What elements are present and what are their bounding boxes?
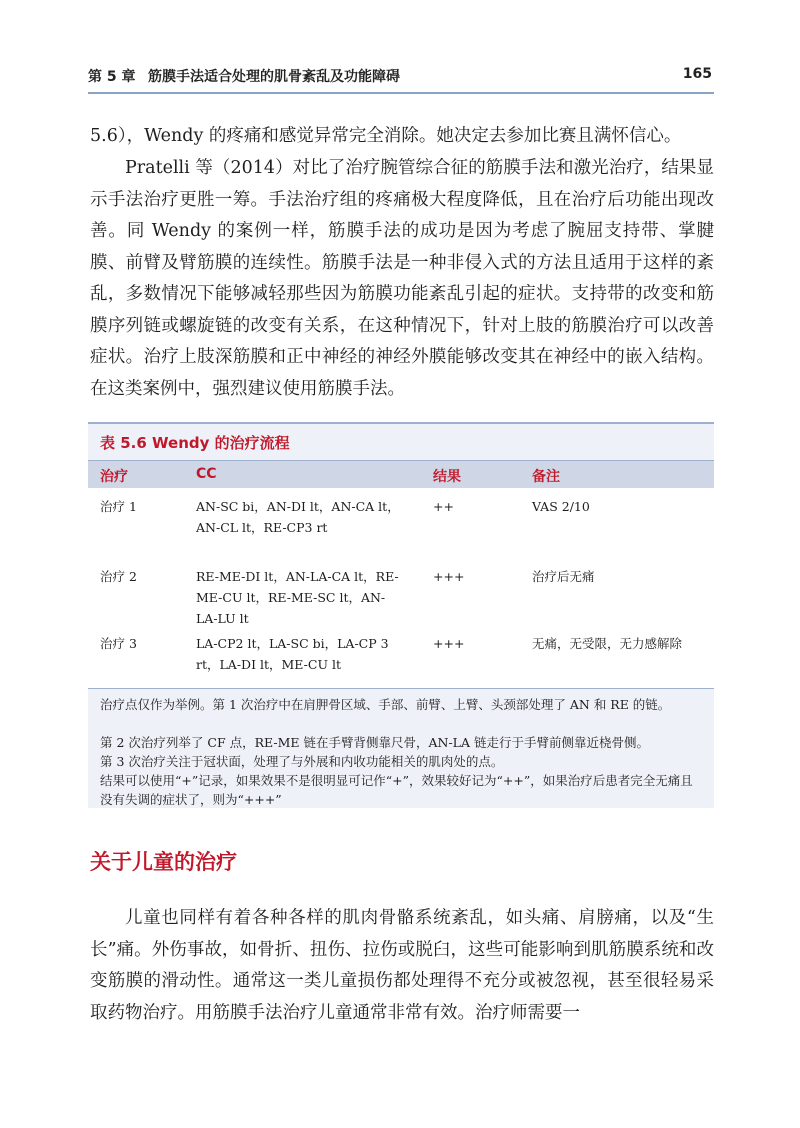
cell-result: +++: [433, 636, 465, 651]
header-treatment: 治疗: [100, 469, 128, 485]
cell-cc: RE-ME-DI lt，AN-LA-CA lt，RE-ME-CU lt，RE-ME-SC lt，AN-LA-LU lt: [196, 569, 399, 626]
chapter-title: 筋膜手法适合处理的肌骨紊乱及功能障碍: [148, 69, 400, 85]
section-heading: 关于儿童的治疗: [90, 850, 237, 874]
header-result: 结果: [433, 469, 461, 485]
cell-result: ++: [433, 499, 454, 514]
table-note: 结果可以使用“+”记录，如果效果不是很明显可记作“+”，效果较好记为“++”，如果治疗后患者完全无痛且没有失调的症状了，则为“+++”: [100, 773, 693, 807]
table-notes: [88, 688, 714, 809]
table-note: 治疗点仅作为举例。第 1 次治疗中在肩胛骨区域、手部、前臂、上臂、头颈部处理了 AN 和 RE 的链。: [100, 697, 671, 712]
cell-note: 治疗后无痛: [532, 569, 595, 584]
table-note: 第 2 次治疗列举了 CF 点，RE-ME 链在手臂背侧靠尺骨，AN-LA 链走行于手臂前侧靠近桡骨侧。: [100, 735, 649, 750]
table-title: 表 5.6 Wendy 的治疗流程: [100, 434, 290, 452]
header-note: 备注: [532, 469, 560, 485]
table-header-row: [88, 460, 714, 490]
cell-treatment: 治疗 2: [100, 569, 137, 584]
paragraph-1: 5.6），Wendy 的疼痛和感觉异常完全消除。她决定去参加比赛且满怀信心。: [90, 126, 682, 146]
table-body: [88, 488, 714, 688]
cell-cc: LA-CP2 lt，LA-SC bi，LA-CP 3 rt，LA-DI lt，ME-CU lt: [196, 636, 389, 672]
cell-result: +++: [433, 569, 465, 584]
cell-cc: AN-SC bi，AN-DI lt，AN-CA lt，AN-CL lt，RE-CP3 rt: [196, 499, 400, 535]
cell-treatment: 治疗 3: [100, 636, 137, 651]
table-note: 第 3 次治疗关注于冠状面，处理了与外展和内收功能相关的肌肉处的点。: [100, 754, 504, 769]
cell-note: VAS 2/10: [532, 499, 590, 514]
paragraph-2: Pratelli 等（2014）对比了治疗腕管综合征的筋膜手法和激光治疗，结果显示手法治疗更胜一筹。手法治疗组的疼痛极大程度降低，且在治疗后功能出现改善。同 Wendy 的案例一样，筋膜手法的成功是因为考虑了腕屈支持带、掌腱膜、前臂及臂筋膜的连续性。筋膜手法是一种非侵入式的方法且适用于这样的紊乱，多数情况下能够减轻那些因为筋膜功能紊乱引起的症状。支持带的改变和筋膜序列链或螺旋链的改变有关系，在这种情况下，针对上肢的筋膜治疗可以改善症状。治疗上肢深筋膜和正中神经的神经外膜能够改变其在神经中的嵌入结构。在这类案例中，强烈建议使用筋膜手法。: [90, 158, 714, 399]
cell-treatment: 治疗 1: [100, 499, 137, 514]
header-cc: CC: [196, 466, 217, 482]
treatment-table: [88, 422, 714, 808]
paragraph-3: 儿童也同样有着各种各样的肌肉骨骼系统紊乱，如头痛、肩膀痛，以及“生长”痛。外伤事故，如骨折、扭伤、拉伤或脱臼，这些可能影响到肌筋膜系统和改变筋膜的滑动性。通常这一类儿童损伤都处理得不充分或被忽视，甚至很轻易采取药物治疗。用筋膜手法治疗儿童通常非常有效。治疗师需要一: [90, 908, 714, 1023]
chapter-label: 第 5 章: [88, 69, 136, 85]
cell-note: 无痛，无受限，无力感解除: [532, 636, 683, 651]
page-number: 165: [682, 66, 712, 82]
running-header: [88, 62, 714, 94]
